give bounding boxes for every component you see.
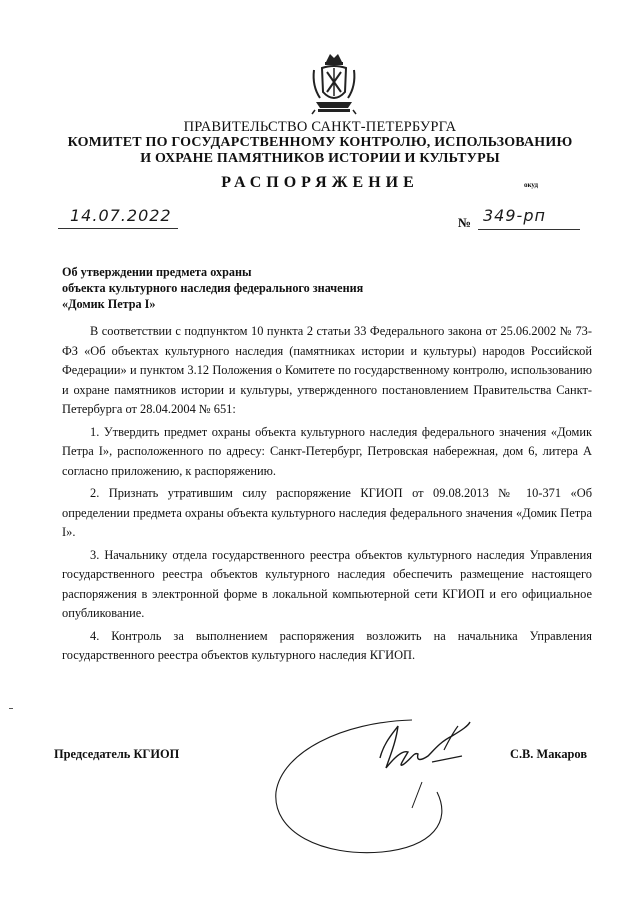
government-title: ПРАВИТЕЛЬСТВО САНКТ-ПЕТЕРБУРГА: [183, 119, 457, 135]
handwritten-signature: [262, 712, 507, 862]
handwritten-date: 14.07.2022: [70, 206, 172, 225]
coat-of-arms-emblem: [310, 52, 358, 116]
committee-name: [0, 135, 640, 167]
number-sign: №: [458, 215, 472, 230]
document-body: [62, 322, 592, 669]
signer-name: С.В. Макаров: [510, 747, 588, 761]
committee-line-1: КОМИТЕТ ПО ГОСУДАРСТВЕННОМУ КОНТРОЛЮ, ИСПОЛЬЗОВАНИЮ: [67, 135, 573, 150]
subject-line: Об утверждении предмета охраны: [62, 265, 252, 279]
handwritten-number: 349-рп: [483, 206, 546, 225]
subject-line: объекта культурного наследия федерального значения: [62, 281, 364, 295]
date-underline: [58, 228, 178, 229]
clause-2: 2. Признать утратившим силу распоряжение КГИОП от 09.08.2013 № 10-371 «Об определении предмета охраны объекта культурного наследия федерального значения «Домик Петра I».: [62, 486, 592, 539]
clause-4: 4. Контроль за выполнением распоряжения возложить на начальника Управления государственного реестра объектов культурного наследия КГИОП.: [62, 628, 592, 662]
committee-line-2: И ОХРАНЕ ПАМЯТНИКОВ ИСТОРИИ И КУЛЬТУРЫ: [140, 151, 500, 166]
margin-mark: [9, 708, 13, 709]
okud-stamp: окуд: [524, 181, 539, 189]
subject-line: «Домик Петра I»: [62, 297, 156, 311]
clause-3: 3. Начальнику отдела государственного реестра объектов культурного наследия Управления государственного реестра объектов культурного наследия обеспечить размещение настоящего распоряжения в электронной форме в локальной компьютерной сети КГИОП и его официальное опубликование.: [62, 547, 592, 620]
preamble-paragraph: В соответствии с подпунктом 10 пункта 2 статьи 33 Федерального закона от 25.06.2002 № 73-ФЗ «Об объектах культурного наследия (памятниках истории и культуры) народов Российской Федерации» и пунктом 3.12 Положения о Комитете по государственному контролю, использованию и охране памятников истории и культуры, утвержденного постановлением Правительства Санкт-Петербурга от 28.04.2004 № 651:: [62, 324, 592, 416]
document-type: РАСПОРЯЖЕНИЕ: [221, 174, 419, 191]
number-underline: [478, 229, 580, 230]
subject-block: [62, 264, 363, 312]
clause-1: 1. Утвердить предмет охраны объекта культурного наследия федерального значения «Домик Петра I», расположенного по адресу: Санкт-Петербург, Петровская набережная, дом 6, литера А согласно приложению, к распоряжению.: [62, 424, 592, 478]
signer-title: Председатель КГИОП: [54, 747, 180, 761]
